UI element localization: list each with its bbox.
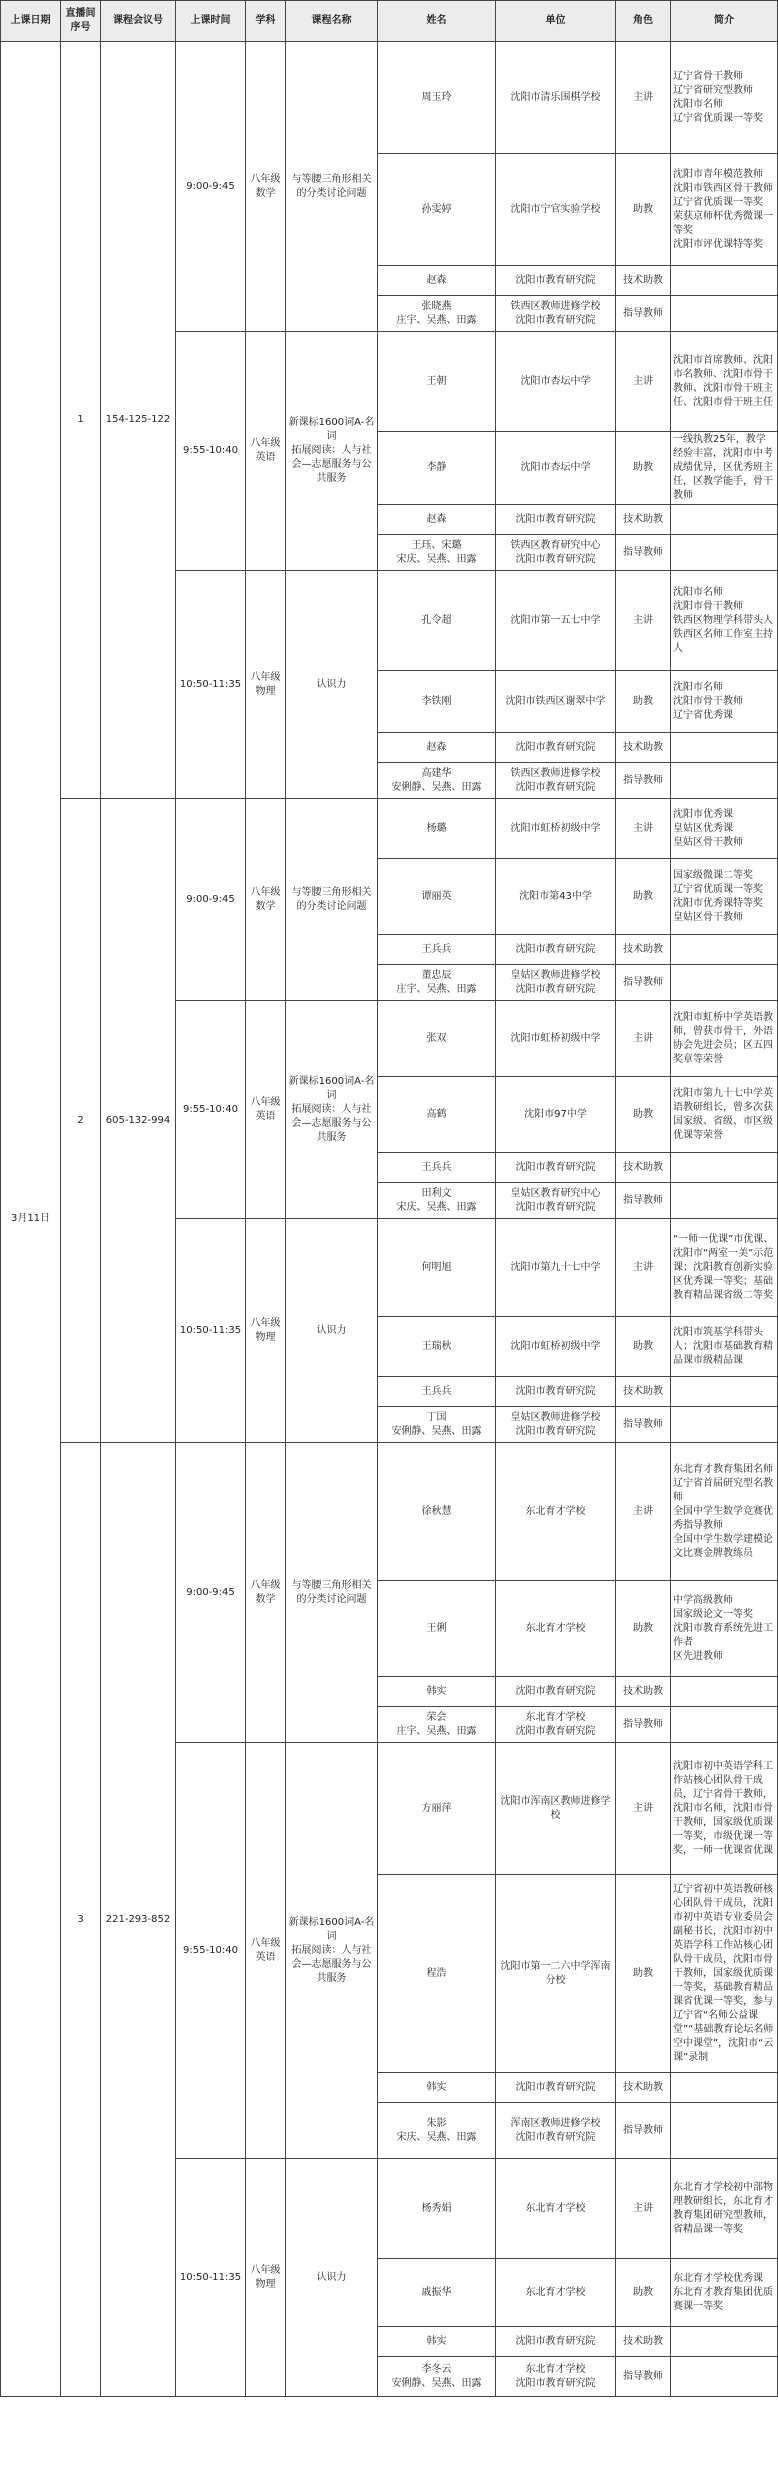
teacher-unit: 沈阳市浑南区教师进修学校 xyxy=(496,1743,616,1875)
teacher-intro xyxy=(671,505,778,535)
teacher-name: 王瑞秋 xyxy=(378,1317,496,1377)
teacher-name: 张双 xyxy=(378,1001,496,1077)
teacher-name: 方丽萍 xyxy=(378,1743,496,1875)
teacher-role: 主讲 xyxy=(616,1443,671,1581)
teacher-unit: 皇姑区教师进修学校 沈阳市教育研究院 xyxy=(496,965,616,1001)
teacher-role: 主讲 xyxy=(616,332,671,432)
teacher-name: 赵森 xyxy=(378,505,496,535)
header-meeting-id: 课程会议号 xyxy=(101,1,176,42)
session-subject: 八年级 物理 xyxy=(246,1219,286,1443)
session-time: 10:50-11:35 xyxy=(176,571,246,799)
teacher-name: 李冬云 安俐静、吴燕、田露 xyxy=(378,2357,496,2397)
header-intro: 简介 xyxy=(671,1,778,42)
teacher-role: 助教 xyxy=(616,1317,671,1377)
teacher-role: 指导教师 xyxy=(616,763,671,799)
date-cell: 3月11日 xyxy=(1,42,61,2397)
session-time: 9:00-9:45 xyxy=(176,42,246,332)
teacher-unit: 沈阳市宁官实验学校 xyxy=(496,154,616,266)
header-name: 姓名 xyxy=(378,1,496,42)
teacher-name: 张晓燕 庄宇、吴燕、田露 xyxy=(378,296,496,332)
course-name: 新课标1600词A-名词 拓展阅读：人与社会—志愿服务与公共服务 xyxy=(286,332,378,571)
session-time: 9:55-10:40 xyxy=(176,332,246,571)
teacher-intro: 一线执教25年，教学经验丰富，沈阳市中考成绩优异，区优秀班主任，区教学能手，骨干教师 xyxy=(671,432,778,505)
teacher-intro: 沈阳市首席教师、沈阳市名教师、沈阳市骨干教师、沈阳市骨干班主任、沈阳市骨干班主任 xyxy=(671,332,778,432)
room-number: 3 xyxy=(61,1443,101,2397)
teacher-role: 主讲 xyxy=(616,2159,671,2259)
teacher-name: 孔令超 xyxy=(378,571,496,671)
teacher-unit: 沈阳市教育研究院 xyxy=(496,2073,616,2103)
teacher-unit: 沈阳市教育研究院 xyxy=(496,2327,616,2357)
teacher-role: 技术助教 xyxy=(616,1377,671,1407)
teacher-intro: 沈阳市名师 沈阳市骨干教师 铁西区物理学科带头人 铁西区名师工作室主持人 xyxy=(671,571,778,671)
header-unit: 单位 xyxy=(496,1,616,42)
teacher-role: 指导教师 xyxy=(616,296,671,332)
teacher-role: 技术助教 xyxy=(616,1153,671,1183)
teacher-name: 何明旭 xyxy=(378,1219,496,1317)
teacher-role: 主讲 xyxy=(616,571,671,671)
teacher-role: 助教 xyxy=(616,2259,671,2327)
teacher-unit: 沈阳市教育研究院 xyxy=(496,1677,616,1707)
teacher-name: 韩实 xyxy=(378,1677,496,1707)
teacher-intro xyxy=(671,2327,778,2357)
course-name: 认识力 xyxy=(286,1219,378,1443)
teacher-role: 指导教师 xyxy=(616,965,671,1001)
teacher-role: 指导教师 xyxy=(616,535,671,571)
teacher-role: 助教 xyxy=(616,1077,671,1153)
session-subject: 八年级 物理 xyxy=(246,2159,286,2397)
meeting-id: 605-132-994 xyxy=(101,799,176,1443)
teacher-role: 技术助教 xyxy=(616,733,671,763)
teacher-intro: 沈阳市第九十七中学英语教研组长，曾多次获国家级、省级、市区级优课等荣誉 xyxy=(671,1077,778,1153)
teacher-role: 指导教师 xyxy=(616,2357,671,2397)
teacher-role: 主讲 xyxy=(616,1001,671,1077)
teacher-name: 孙雯婷 xyxy=(378,154,496,266)
meeting-id: 221-293-852 xyxy=(101,1443,176,2397)
teacher-name: 程浩 xyxy=(378,1875,496,2073)
teacher-intro xyxy=(671,1677,778,1707)
session-subject: 八年级 数学 xyxy=(246,42,286,332)
teacher-role: 指导教师 xyxy=(616,1407,671,1443)
teacher-intro xyxy=(671,1707,778,1743)
teacher-role: 主讲 xyxy=(616,1743,671,1875)
session-subject: 八年级 英语 xyxy=(246,1743,286,2159)
teacher-unit: 沈阳市虹桥初级中学 xyxy=(496,1317,616,1377)
session-subject: 八年级 数学 xyxy=(246,1443,286,1743)
teacher-unit: 铁西区教师进修学校 沈阳市教育研究院 xyxy=(496,763,616,799)
teacher-unit: 沈阳市97中学 xyxy=(496,1077,616,1153)
teacher-name: 韩实 xyxy=(378,2327,496,2357)
teacher-unit: 浑南区教师进修学校 沈阳市教育研究院 xyxy=(496,2103,616,2159)
teacher-unit: 沈阳市虹桥初级中学 xyxy=(496,799,616,859)
session-time: 9:00-9:45 xyxy=(176,799,246,1001)
teacher-role: 主讲 xyxy=(616,42,671,154)
teacher-name: 杨秀娟 xyxy=(378,2159,496,2259)
teacher-unit: 沈阳市杏坛中学 xyxy=(496,432,616,505)
teacher-intro: 沈阳市名师 沈阳市骨干教师 辽宁省优秀课 xyxy=(671,671,778,733)
session-subject: 八年级 数学 xyxy=(246,799,286,1001)
course-name: 认识力 xyxy=(286,2159,378,2397)
teacher-role: 指导教师 xyxy=(616,1707,671,1743)
room-number: 1 xyxy=(61,42,101,799)
teacher-intro: 沈阳市初中英语学科工作站核心团队骨干成员，辽宁省骨干教师，沈阳市名师，沈阳市骨干教师，国家级优质课一等奖，市级优课一等奖，一师一优课省优课 xyxy=(671,1743,778,1875)
teacher-unit: 东北育才学校 沈阳市教育研究院 xyxy=(496,2357,616,2397)
schedule-body xyxy=(1,42,778,2397)
teacher-unit: 沈阳市教育研究院 xyxy=(496,1377,616,1407)
teacher-name: 王兵兵 xyxy=(378,1153,496,1183)
header-row xyxy=(1,1,778,42)
teacher-unit: 沈阳市教育研究院 xyxy=(496,733,616,763)
teacher-intro: 东北育才学校初中部物理教研组长，东北育才教育集团研究型教师，省精品课一等奖 xyxy=(671,2159,778,2259)
teacher-intro: 辽宁省初中英语教研核心团队骨干成员，沈阳市初中英语专业委员会副秘书长，沈阳市初中英语学科工作站核心团队骨干成员，沈阳市骨干教师，国家级优质课一等奖，基础教育精品课省优课一等奖，参与辽宁省“名师公益课堂”“基础教育论坛名师空中课堂”，沈阳市“云课”录制 xyxy=(671,1875,778,2073)
session-time: 9:00-9:45 xyxy=(176,1443,246,1743)
teacher-intro xyxy=(671,2357,778,2397)
teacher-unit: 沈阳市第43中学 xyxy=(496,859,616,935)
header-time: 上课时间 xyxy=(176,1,246,42)
teacher-role: 技术助教 xyxy=(616,266,671,296)
teacher-name: 董忠辰 庄宇、吴燕、田露 xyxy=(378,965,496,1001)
teacher-role: 指导教师 xyxy=(616,2103,671,2159)
teacher-intro: 辽宁省骨干教师 辽宁省研究型教师 沈阳市名师 辽宁省优质课一等奖 xyxy=(671,42,778,154)
teacher-name: 周玉玲 xyxy=(378,42,496,154)
teacher-unit: 东北育才学校 xyxy=(496,1581,616,1677)
teacher-intro xyxy=(671,935,778,965)
teacher-name: 李静 xyxy=(378,432,496,505)
table-row xyxy=(1,799,778,859)
teacher-intro: 沈阳市青年模范教师 沈阳市铁西区骨干教师 辽宁省优质课一等奖 荣获京师杯优秀微课一等奖 沈阳市评优课特等奖 xyxy=(671,154,778,266)
teacher-name: 赵森 xyxy=(378,733,496,763)
meeting-id: 154-125-122 xyxy=(101,42,176,799)
teacher-unit: 沈阳市清乐围棋学校 xyxy=(496,42,616,154)
teacher-name: 高建华 安俐静、吴燕、田露 xyxy=(378,763,496,799)
session-time: 10:50-11:35 xyxy=(176,1219,246,1443)
teacher-name: 朱影 宋庆、吴燕、田露 xyxy=(378,2103,496,2159)
teacher-name: 赵森 xyxy=(378,266,496,296)
teacher-intro: 沈阳市优秀课 皇姑区优秀课 皇姑区骨干教师 xyxy=(671,799,778,859)
teacher-role: 技术助教 xyxy=(616,1677,671,1707)
teacher-role: 技术助教 xyxy=(616,935,671,965)
teacher-name: 荣会 庄宇、吴燕、田露 xyxy=(378,1707,496,1743)
teacher-unit: 沈阳市教育研究院 xyxy=(496,505,616,535)
session-subject: 八年级 英语 xyxy=(246,1001,286,1219)
teacher-name: 韩实 xyxy=(378,2073,496,2103)
teacher-intro xyxy=(671,763,778,799)
header-room-no: 直播间 序号 xyxy=(61,1,101,42)
teacher-role: 指导教师 xyxy=(616,1183,671,1219)
teacher-unit: 沈阳市第九十七中学 xyxy=(496,1219,616,1317)
room-number: 2 xyxy=(61,799,101,1443)
teacher-intro: 国家级微课二等奖 辽宁省优质课一等奖 沈阳市优秀课特等奖 皇姑区骨干教师 xyxy=(671,859,778,935)
teacher-role: 助教 xyxy=(616,671,671,733)
teacher-intro xyxy=(671,535,778,571)
teacher-name: 王兵兵 xyxy=(378,935,496,965)
course-name: 新课标1600词A-名词 拓展阅读：人与社会—志愿服务与公共服务 xyxy=(286,1001,378,1219)
teacher-unit: 沈阳市杏坛中学 xyxy=(496,332,616,432)
teacher-unit: 东北育才学校 沈阳市教育研究院 xyxy=(496,1707,616,1743)
header-subject: 学科 xyxy=(246,1,286,42)
course-name: 新课标1600词A-名词 拓展阅读：人与社会—志愿服务与公共服务 xyxy=(286,1743,378,2159)
teacher-intro: 沈阳市虹桥中学英语教师，曾获市骨干，外语协会先进会员；区五四奖章等荣誉 xyxy=(671,1001,778,1077)
course-name: 与等腰三角形相关的分类讨论问题 xyxy=(286,1443,378,1743)
teacher-unit: 铁西区教育研究中心 沈阳市教育研究院 xyxy=(496,535,616,571)
teacher-unit: 沈阳市第一五七中学 xyxy=(496,571,616,671)
teacher-name: 高鹤 xyxy=(378,1077,496,1153)
header-role: 角色 xyxy=(616,1,671,42)
teacher-name: 王俐 xyxy=(378,1581,496,1677)
teacher-intro xyxy=(671,1377,778,1407)
teacher-name: 杨璐 xyxy=(378,799,496,859)
teacher-intro xyxy=(671,965,778,1001)
teacher-unit: 沈阳市教育研究院 xyxy=(496,1153,616,1183)
teacher-unit: 皇姑区教育研究中心 沈阳市教育研究院 xyxy=(496,1183,616,1219)
teacher-intro: 中学高级教师 国家级论文一等奖 沈阳市教育系统先进工作者 区先进教师 xyxy=(671,1581,778,1677)
teacher-role: 助教 xyxy=(616,1581,671,1677)
teacher-intro xyxy=(671,266,778,296)
teacher-name: 田利文 宋庆、吴燕、田露 xyxy=(378,1183,496,1219)
teacher-name: 王朝 xyxy=(378,332,496,432)
teacher-role: 技术助教 xyxy=(616,2073,671,2103)
teacher-name: 王珏、宋璐 宋庆、吴燕、田露 xyxy=(378,535,496,571)
teacher-name: 王兵兵 xyxy=(378,1377,496,1407)
teacher-intro xyxy=(671,1153,778,1183)
teacher-name: 丁国 安俐静、吴燕、田露 xyxy=(378,1407,496,1443)
table-row xyxy=(1,1443,778,1581)
teacher-intro xyxy=(671,1183,778,1219)
session-time: 9:55-10:40 xyxy=(176,1001,246,1219)
teacher-intro xyxy=(671,1407,778,1443)
teacher-unit: 沈阳市第一二六中学浑南分校 xyxy=(496,1875,616,2073)
teacher-role: 助教 xyxy=(616,859,671,935)
session-time: 9:55-10:40 xyxy=(176,1743,246,2159)
session-subject: 八年级 英语 xyxy=(246,332,286,571)
teacher-role: 助教 xyxy=(616,432,671,505)
session-subject: 八年级 物理 xyxy=(246,571,286,799)
teacher-name: 李铁刚 xyxy=(378,671,496,733)
teacher-unit: 东北育才学校 xyxy=(496,1443,616,1581)
teacher-intro xyxy=(671,296,778,332)
session-time: 10:50-11:35 xyxy=(176,2159,246,2397)
teacher-unit: 皇姑区教师进修学校 沈阳市教育研究院 xyxy=(496,1407,616,1443)
teacher-intro: 东北育才学校优秀课 东北育才教育集团优质赛课一等奖 xyxy=(671,2259,778,2327)
teacher-name: 徐秋慧 xyxy=(378,1443,496,1581)
teacher-role: 助教 xyxy=(616,1875,671,2073)
teacher-intro xyxy=(671,733,778,763)
teacher-unit: 沈阳市铁西区谢翠中学 xyxy=(496,671,616,733)
teacher-name: 谭丽英 xyxy=(378,859,496,935)
course-name: 与等腰三角形相关的分类讨论问题 xyxy=(286,42,378,332)
header-course: 课程名称 xyxy=(286,1,378,42)
teacher-role: 主讲 xyxy=(616,1219,671,1317)
table-row xyxy=(1,42,778,154)
teacher-unit: 东北育才学校 xyxy=(496,2159,616,2259)
teacher-unit: 沈阳市虹桥初级中学 xyxy=(496,1001,616,1077)
course-name: 认识力 xyxy=(286,571,378,799)
teacher-unit: 沈阳市教育研究院 xyxy=(496,935,616,965)
header-date: 上课日期 xyxy=(1,1,61,42)
teacher-role: 技术助教 xyxy=(616,2327,671,2357)
teacher-unit: 东北育才学校 xyxy=(496,2259,616,2327)
teacher-name: 戚振华 xyxy=(378,2259,496,2327)
teacher-intro: 沈阳市筑基学科带头人；沈阳市基础教育精品课市级精品课 xyxy=(671,1317,778,1377)
teacher-intro: “一师一优课”市优课、沈阳市“两室一美”示范课；沈阳教育创新实验区优秀课一等奖；基础教育精品课省级二等奖 xyxy=(671,1219,778,1317)
teacher-role: 助教 xyxy=(616,154,671,266)
teacher-intro xyxy=(671,2073,778,2103)
teacher-unit: 沈阳市教育研究院 xyxy=(496,266,616,296)
teacher-role: 技术助教 xyxy=(616,505,671,535)
course-name: 与等腰三角形相关的分类讨论问题 xyxy=(286,799,378,1001)
teacher-role: 主讲 xyxy=(616,799,671,859)
teacher-intro: 东北育才教育集团名师 辽宁省首届研究型名教师 全国中学生数学竞赛优秀指导教师 全国中学生数学建模论文比赛金牌教练员 xyxy=(671,1443,778,1581)
teacher-intro xyxy=(671,2103,778,2159)
teacher-unit: 铁西区教师进修学校 沈阳市教育研究院 xyxy=(496,296,616,332)
